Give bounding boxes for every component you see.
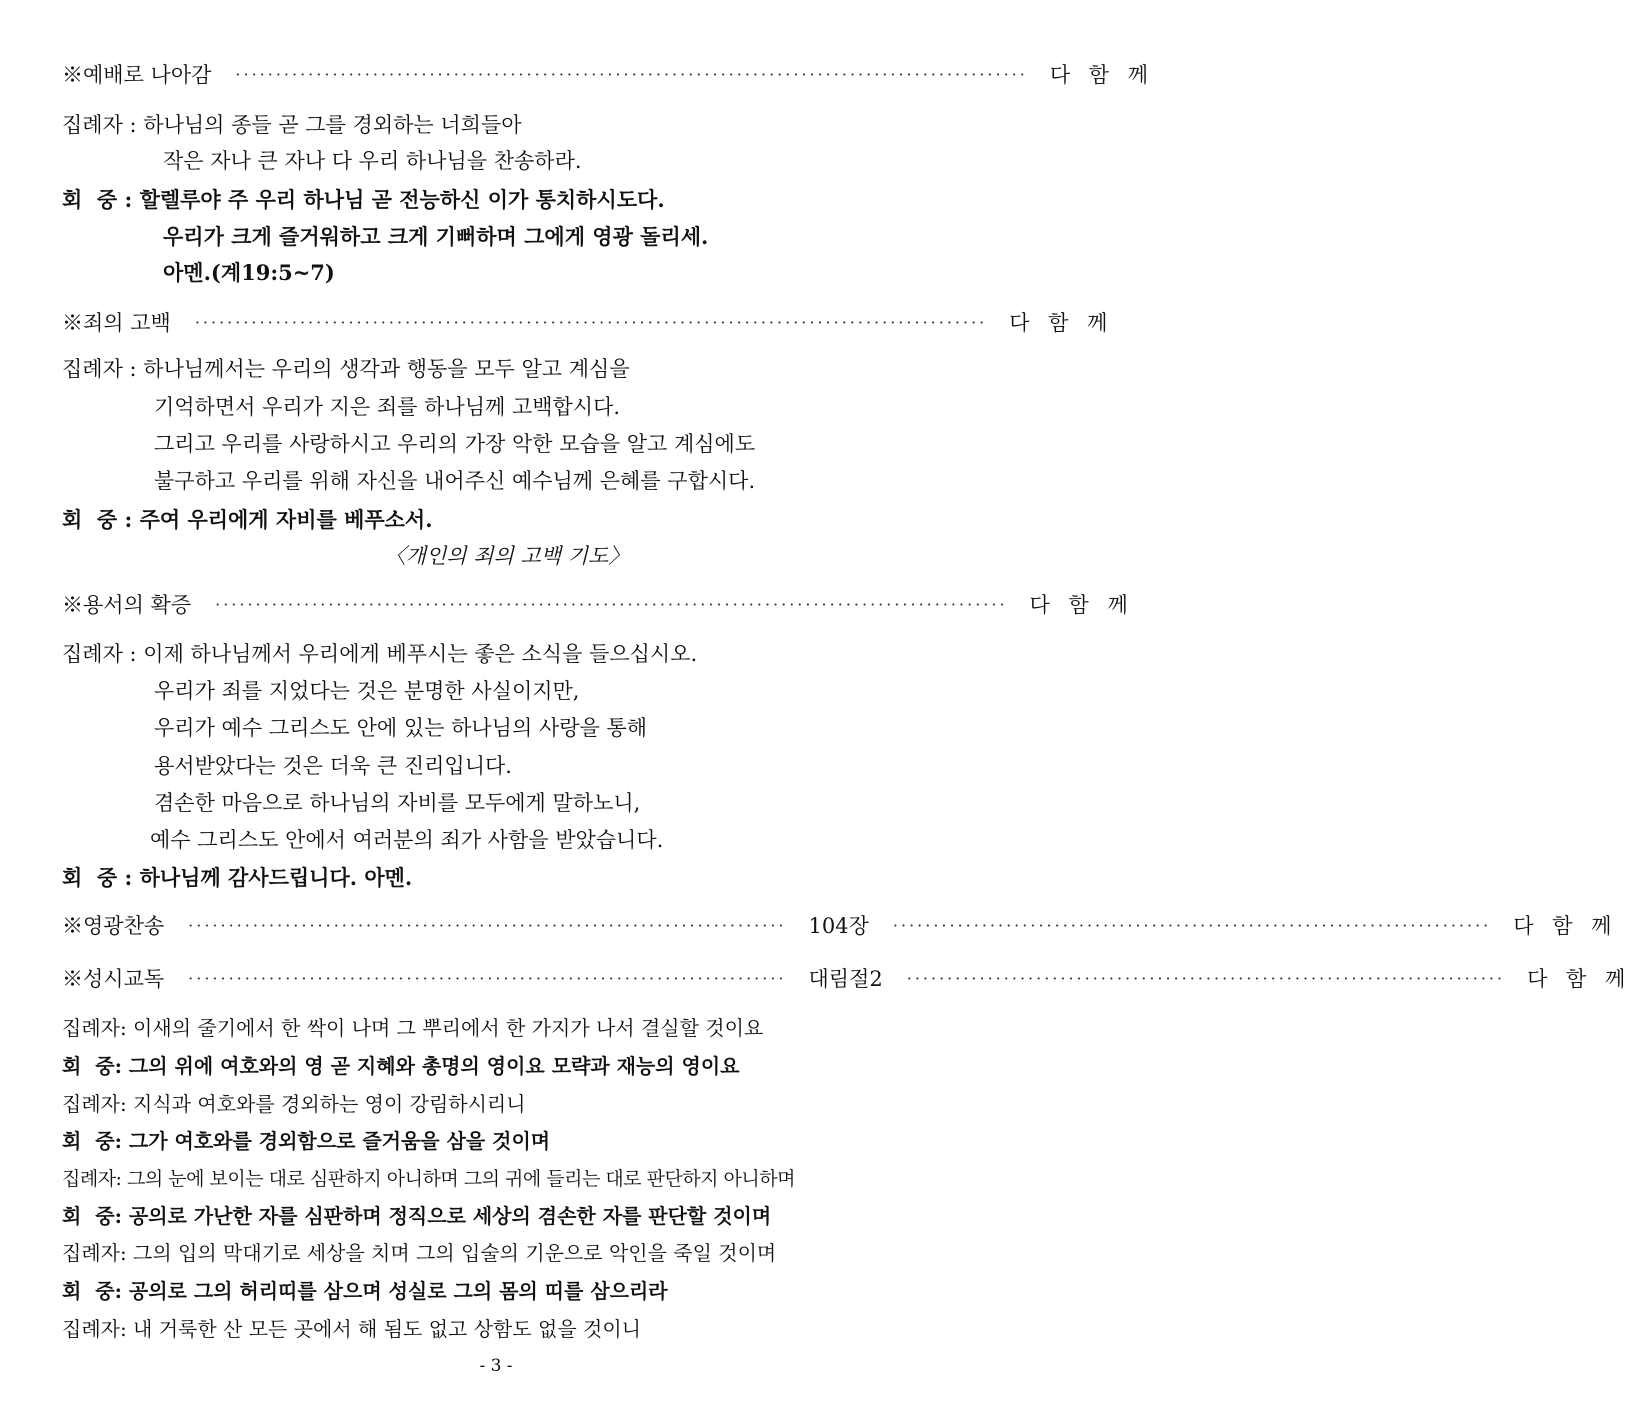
heading-title: ※예배로 나아감	[62, 63, 212, 87]
scripture-reference: 아멘.(계19:5~7)	[163, 260, 335, 285]
heading-participant: 다 함 께	[1527, 967, 1631, 991]
dot-leader: ··································································································	[235, 65, 1028, 84]
liturgy-line: 예수 그리스도 안에서 여러분의 죄가 사함을 받았습니다.	[150, 828, 664, 852]
dot-leader: ··································································································	[215, 595, 1008, 614]
liturgy-line: 집례자: 그의 입의 막대기로 세상을 치며 그의 입술의 기운으로 악인을 죽일 것이며	[62, 1241, 777, 1265]
dot-leader: ··········································································	[188, 969, 787, 988]
heading-title: ※용서의 확증	[62, 593, 192, 617]
section-heading-responsive-reading	[62, 964, 1631, 994]
congregation-line: 회 중 : 할렐루야 주 우리 하나님 곧 전능하신 이가 통치하시도다.	[62, 187, 665, 212]
congregation-line: 회 중 : 주여 우리에게 자비를 베푸소서.	[62, 507, 433, 532]
liturgy-line: 불구하고 우리를 위해 자신을 내어주신 예수님께 은혜를 구합시다.	[154, 469, 756, 493]
page-number: - 3 -	[479, 1356, 513, 1376]
congregation-line: 회 중: 그가 여호와를 경외함으로 즐거움을 삼을 것이며	[62, 1129, 551, 1153]
reading-number: 대림절2	[808, 967, 883, 991]
heading-participant: 다 함 께	[1029, 593, 1134, 617]
section-heading-assurance	[62, 590, 1134, 620]
heading-participant: 다 함 께	[1009, 311, 1114, 335]
congregation-line: 회 중: 공의로 그의 허리띠를 삼으며 성실로 그의 몸의 띠를 삼으리라	[62, 1279, 668, 1303]
dot-leader: ··········································································	[188, 916, 787, 935]
liturgy-line: 우리가 죄를 지었다는 것은 분명한 사실이지만,	[154, 679, 580, 703]
congregation-line: 우리가 크게 즐거워하고 크게 기뻐하며 그에게 영광 돌리세.	[163, 224, 709, 249]
liturgy-line: 그리고 우리를 사랑하시고 우리의 가장 악한 모습을 알고 계심에도	[154, 432, 756, 456]
liturgy-line: 집례자: 이새의 줄기에서 한 싹이 나며 그 뿌리에서 한 가지가 나서 결실할 것이요	[62, 1016, 764, 1040]
liturgy-line: 겸손한 마음으로 하나님의 자비를 모두에게 말하노니,	[154, 791, 641, 815]
liturgy-line: 작은 자나 큰 자나 다 우리 하나님을 찬송하라.	[163, 149, 582, 173]
heading-participant: 다 함 께	[1049, 63, 1155, 87]
heading-title: ※죄의 고백	[62, 311, 171, 335]
heading-title: ※성시교독	[62, 967, 165, 991]
heading-participant: 다 함 께	[1513, 914, 1618, 938]
liturgy-line: 기억하면서 우리가 지은 죄를 하나님께 고백합시다.	[154, 395, 621, 419]
liturgy-line: 우리가 예수 그리스도 안에 있는 하나님의 사랑을 통해	[154, 716, 648, 740]
congregation-line: 회 중: 그의 위에 여호와의 영 곧 지혜와 총명의 영이요 모략과 재능의 영이요	[62, 1054, 740, 1078]
liturgy-line: 집례자: 내 거룩한 산 모든 곳에서 해 됨도 없고 상함도 없을 것이니	[62, 1317, 641, 1341]
liturgy-line: 집례자: 지식과 여호와를 경외하는 영이 강림하시리니	[62, 1092, 526, 1116]
dot-leader: ··········································································	[892, 916, 1492, 935]
hymn-number: 104장	[808, 914, 869, 938]
liturgy-line: 집례자 : 이제 하나님께서 우리에게 베푸시는 좋은 소식을 들으십시오.	[62, 642, 698, 666]
section-heading-gloria	[62, 911, 1618, 941]
section-heading-worship	[62, 60, 1155, 90]
dot-leader: ··········································································	[906, 969, 1506, 988]
congregation-line: 회 중: 공의로 가난한 자를 심판하며 정직으로 세상의 겸손한 자를 판단할 것이며	[62, 1204, 772, 1228]
section-heading-confession	[62, 308, 1114, 338]
liturgy-line: 집례자 : 하나님께서는 우리의 생각과 행동을 모두 알고 계심을	[62, 357, 630, 381]
heading-title: ※영광찬송	[62, 914, 165, 938]
congregation-line: 회 중 : 하나님께 감사드립니다. 아멘.	[62, 865, 413, 890]
liturgy-line: 집례자 : 하나님의 종들 곧 그를 경외하는 너희들아	[62, 113, 522, 137]
prayer-note: 〈개인의 죄의 고백 기도〉	[384, 544, 630, 568]
liturgy-line: 용서받았다는 것은 더욱 큰 진리입니다.	[154, 754, 512, 778]
liturgy-line: 집례자: 그의 눈에 보이는 대로 심판하지 아니하며 그의 귀에 들리는 대로 판단하지 아니하며	[62, 1168, 795, 1190]
dot-leader: ··································································································	[194, 313, 988, 332]
